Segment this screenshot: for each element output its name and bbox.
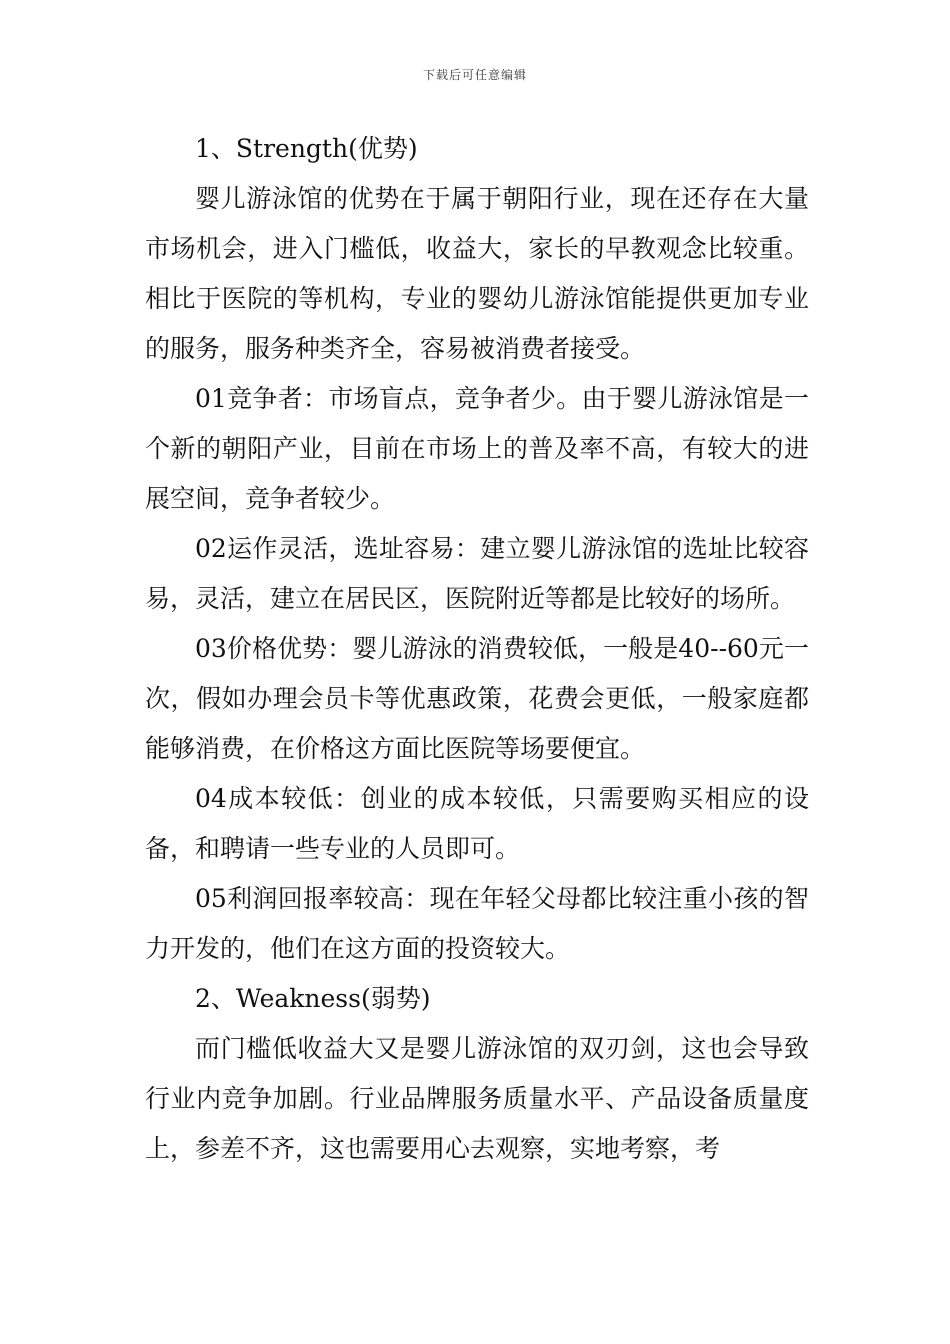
paragraph-strength-intro: 婴儿游泳馆的优势在于属于朝阳行业，现在还存在大量市场机会，进入门槛低，收益大，家长的早教观念比较重。相比于医院的等机构，专业的婴幼儿游泳馆能提供更加专业的服务，服务种类齐全，容易被消费者接受。: [145, 184, 809, 363]
section-heading-strength: 1、Strength(优势): [195, 134, 418, 163]
paragraph-point-05: 05利润回报率较高：现在年轻父母都比较注重小孩的智力开发的，他们在这方面的投资较大。: [145, 884, 809, 963]
paragraph-point-01: 01竞争者：市场盲点，竞争者少。由于婴儿游泳馆是一个新的朝阳产业，目前在市场上的普及率不高，有较大的进展空间，竞争者较少。: [145, 384, 809, 513]
section-heading-weakness: 2、Weakness(弱势): [195, 984, 431, 1013]
header-note: 下载后可任意编辑: [422, 68, 527, 82]
paragraph-weakness-intro: 而门槛低收益大又是婴儿游泳馆的双刃剑，这也会导致行业内竞争加剧。行业品牌服务质量水平、产品设备质量度上，参差不齐，这也需要用心去观察，实地考察，考: [145, 1034, 809, 1163]
document-body: [145, 124, 809, 1174]
paragraph-point-03: 03价格优势：婴儿游泳的消费较低，一般是40--60元一次，假如办理会员卡等优惠政策，花费会更低，一般家庭都能够消费，在价格这方面比医院等场要便宜。: [145, 634, 809, 763]
paragraph-point-02: 02运作灵活，选址容易：建立婴儿游泳馆的选址比较容易，灵活，建立在居民区，医院附近等都是比较好的场所。: [145, 534, 809, 613]
paragraph-point-04: 04成本较低：创业的成本较低，只需要购买相应的设备，和聘请一些专业的人员即可。: [145, 784, 809, 863]
